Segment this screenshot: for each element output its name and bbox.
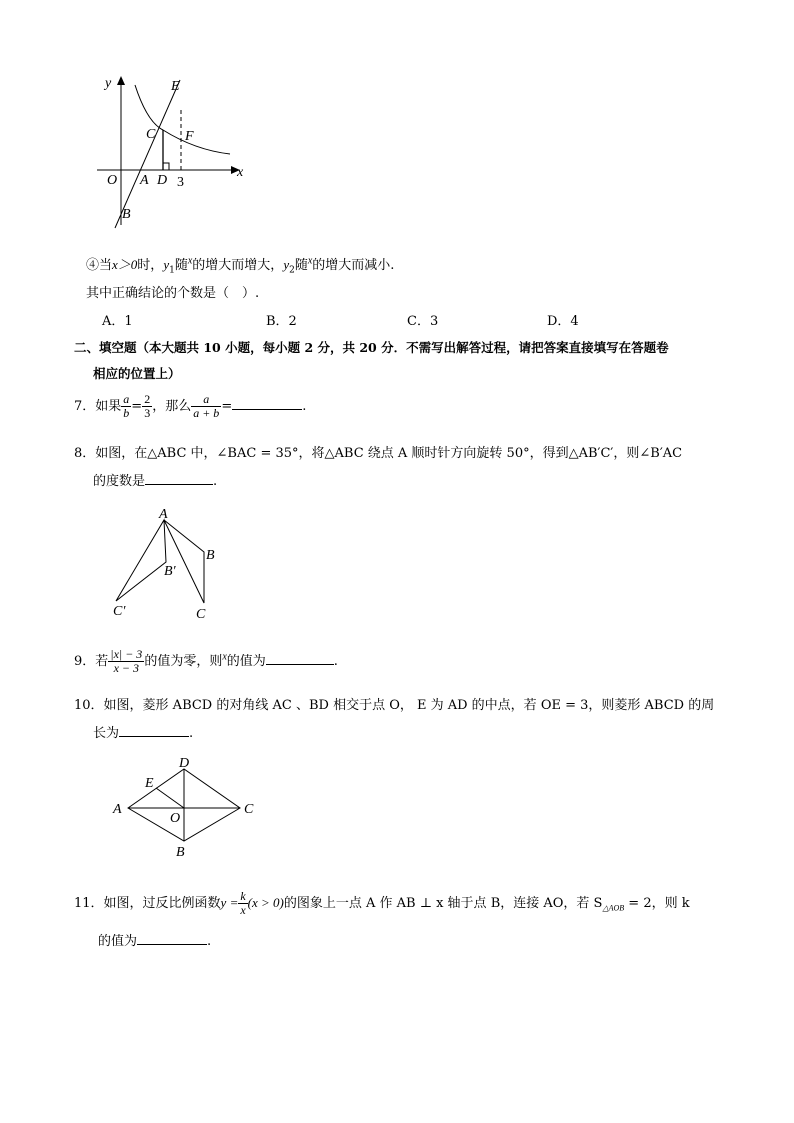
section-heading: 二、填空题（本大题共 10 小题，每小题 2 分，共 20 分．不需写出解答过程，请把答案直接填写在答题卷 xyxy=(74,340,669,355)
rotation-figure xyxy=(108,505,228,627)
question-9: 9．若 $\frac{|x| - 3}{x - 3}$ 的值为零，则$^x$的值为 . xyxy=(74,647,338,675)
question-7: 7．如果 $\frac{a}{b}$ = $\frac{2}{3}$ ，那么 $\frac{a}{a + b}$ = . xyxy=(74,392,307,420)
label-x: x xyxy=(237,165,244,180)
label-Cp: C′ xyxy=(113,604,126,619)
line-be xyxy=(115,80,180,228)
answer-blank-10[interactable] xyxy=(119,724,189,737)
rhombus-figure xyxy=(110,756,265,861)
triangle-abpcp xyxy=(116,520,166,601)
label-y: y xyxy=(105,76,112,91)
label-O: O xyxy=(170,811,181,826)
label-B: B xyxy=(206,548,215,563)
statement-4: ④当x＞0时，$y_1$随$^x$的增大而增大，$y_2$随$^x$的增大而减小. xyxy=(86,255,395,276)
fraction-a-over-b: $\frac{a}{b}$ xyxy=(123,392,130,420)
fraction-a-over-sum: $\frac{a}{a + b}$ xyxy=(193,392,220,420)
fraction-2-over-3: $\frac{2}{3}$ xyxy=(144,392,151,420)
label-A: A xyxy=(140,173,149,188)
label-D: D xyxy=(179,756,190,771)
question-11-line1: 11．如图，过反比例函数y = $\frac{k}{x}$ (x > 0)的图象上一点 A 作 AB ⊥ x 轴于点 B，连接 AO，若 $S_{\triangle AOB} = 2$，则 k xyxy=(74,889,690,917)
y-axis-arrow xyxy=(117,76,125,85)
question-8-line1: 8．如图，在△ABC 中，∠BAC = 35°，将△ABC 绕点 A 顺时针方向旋转 50°，得到△AB′C′，则∠B′AC xyxy=(74,446,683,461)
label-3: 3 xyxy=(177,175,184,190)
label-A: A xyxy=(113,802,122,817)
label-E: E xyxy=(171,79,180,94)
answer-blank-9[interactable] xyxy=(266,652,334,665)
question-10-line2: 长为 . xyxy=(93,726,194,741)
option-c: C．3 xyxy=(407,314,439,329)
hyperbola-figure xyxy=(85,70,255,235)
hyperbola-curve xyxy=(135,85,230,154)
label-B: B xyxy=(122,207,131,222)
section-heading-cont: 相应的位置上） xyxy=(93,366,181,381)
label-C: C xyxy=(146,127,156,142)
right-angle-mark xyxy=(163,163,169,170)
fraction-abs-x: $\frac{|x| - 3}{x - 3}$ xyxy=(110,647,143,675)
question-stem: 其中正确结论的个数是（ ）. xyxy=(86,286,260,301)
answer-blank-8[interactable] xyxy=(145,472,213,485)
question-11-line2: 的值为 . xyxy=(98,934,212,949)
answer-blank-7[interactable] xyxy=(232,397,302,410)
option-d: D．4 xyxy=(547,314,579,329)
label-Bp: B′ xyxy=(164,564,176,579)
triangle-abc xyxy=(164,520,204,603)
fraction-k-over-x: $\frac{k}{x}$ xyxy=(240,889,246,917)
label-C: C xyxy=(244,802,254,817)
label-F: F xyxy=(185,129,194,144)
label-C: C xyxy=(196,607,206,622)
option-a: A．1 xyxy=(102,314,133,329)
label-D: D xyxy=(157,173,168,188)
label-A: A xyxy=(159,507,168,522)
option-b: B．2 xyxy=(266,314,297,329)
question-10-line1: 10．如图，菱形 ABCD 的对角线 AC 、BD 相交于点 O， E 为 AD 的中点，若 OE = 3，则菱形 ABCD 的周 xyxy=(74,698,715,713)
label-B: B xyxy=(176,845,185,860)
label-O: O xyxy=(107,173,118,188)
answer-blank-11[interactable] xyxy=(137,932,207,945)
question-8-line2: 的度数是 . xyxy=(93,474,218,489)
segment-oe xyxy=(156,788,184,808)
label-E: E xyxy=(145,776,154,791)
